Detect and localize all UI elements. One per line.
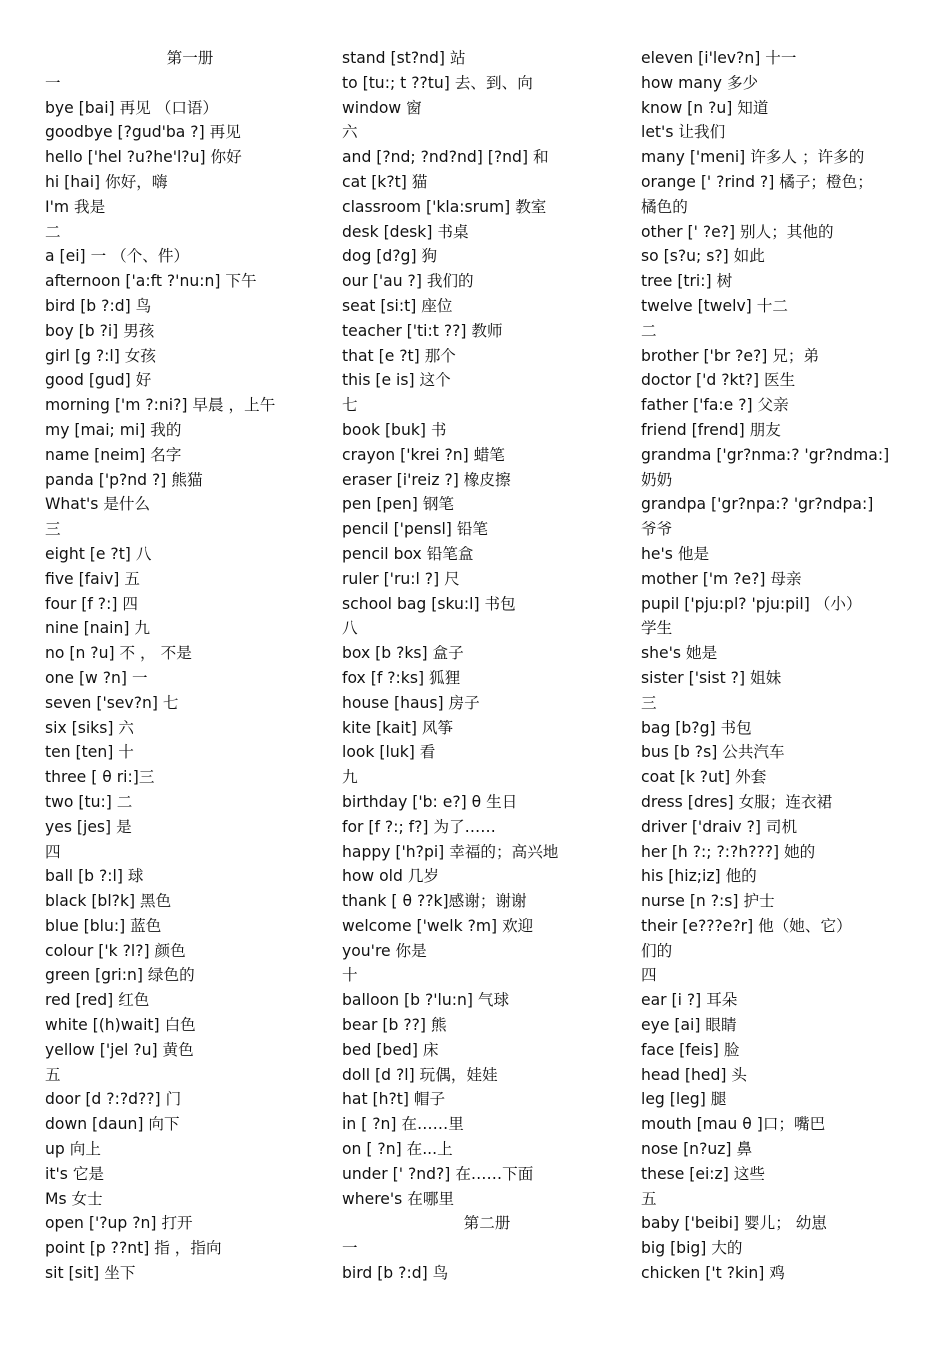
vocab-line: chicken ['t ?kin] 鸡 xyxy=(641,1264,785,1283)
vocab-line: look [luk] 看 xyxy=(342,743,436,762)
vocab-line: 四 xyxy=(45,842,61,861)
vocab-line: 二 xyxy=(641,321,657,340)
vocab-line: you're 你是 xyxy=(342,941,427,960)
vocab-line: eleven [i'lev?n] 十一 xyxy=(641,49,797,67)
vocab-line: door [d ?:?d??] 门 xyxy=(45,1090,182,1109)
vocab-line: twelve [twelv] 十二 xyxy=(641,296,788,315)
vocab-line: 二 xyxy=(45,222,61,241)
vocab-line: six [siks] 六 xyxy=(45,718,134,737)
vocab-line: their [e???e?r] 他（她、它） xyxy=(641,916,852,935)
vocab-line: three [ θ ri:]三 xyxy=(45,768,155,787)
vocab-line: one [w ?n] 一 xyxy=(45,668,148,687)
vocab-line: driver ['draiv ?] 司机 xyxy=(641,817,798,836)
vocab-line: orange [' ?rind ?] 橘子；橙色； xyxy=(641,172,873,191)
vocab-line: bye [bai] 再见 （口语） xyxy=(45,98,219,117)
vocab-line: Ms 女士 xyxy=(45,1189,103,1208)
vocab-line: girl [g ?:l] 女孩 xyxy=(45,346,156,365)
vocab-line: his [hiz;iz] 他的 xyxy=(641,867,757,886)
vocab-line: goodbye [?gud'ba ?] 再见 xyxy=(45,123,241,142)
vocab-line: down [daun] 向下 xyxy=(45,1115,180,1134)
vocab-line: eight [e ?t] 八 xyxy=(45,544,152,563)
vocab-line: I'm 我是 xyxy=(45,197,106,216)
vocab-line: fox [f ?:ks] 狐狸 xyxy=(342,668,461,687)
vocab-line: bed [bed] 床 xyxy=(342,1040,439,1059)
vocab-line: head [hed] 头 xyxy=(641,1065,747,1084)
vocab-line: up 向上 xyxy=(45,1140,101,1159)
vocab-line: sit [sit] 坐下 xyxy=(45,1264,136,1283)
vocab-line: green [gri:n] 绿色的 xyxy=(45,966,195,985)
vocab-line: pen [pen] 钢笔 xyxy=(342,495,455,514)
vocab-line: tree [tri:] 树 xyxy=(641,272,733,291)
vocab-line: pupil ['pju:pl? 'pju:pil] （小） xyxy=(641,594,862,613)
vocab-line: bus [b ?s] 公共汽车 xyxy=(641,743,785,762)
vocab-line: ear [i ?] 耳朵 xyxy=(641,991,738,1010)
vocab-line: red [red] 红色 xyxy=(45,991,150,1010)
vocab-line: cat [k?t] 猫 xyxy=(342,172,428,191)
vocab-line: brother ['br ?e?] 兄；弟 xyxy=(641,346,820,365)
vocab-line: she's 她是 xyxy=(641,644,718,663)
vocab-line: coat [k ?ut] 外套 xyxy=(641,768,767,787)
vocab-line: how many 多少 xyxy=(641,73,759,92)
vocab-line: thank [ θ ??k]感谢；谢谢 xyxy=(342,892,527,911)
vocab-line: many ['meni] 许多人 ；许多的 xyxy=(641,148,865,167)
vocab-line: our ['au ?] 我们的 xyxy=(342,272,474,291)
vocab-line: dog [d?g] 狗 xyxy=(342,247,438,266)
vocab-line: face [feis] 脸 xyxy=(641,1040,740,1059)
vocab-line: that [e ?t] 那个 xyxy=(342,346,456,365)
vocab-line: What's 是什么 xyxy=(45,495,151,514)
vocab-line: 一 xyxy=(342,1239,358,1258)
vocab-line: crayon ['krei ?n] 蜡笔 xyxy=(342,445,505,464)
vocab-line: yellow ['jel ?u] 黄色 xyxy=(45,1040,194,1059)
vocab-line: pencil ['pensl] 铅笔 xyxy=(342,520,489,539)
vocab-line: eye [ai] 眼睛 xyxy=(641,1016,737,1035)
vocab-line: ruler ['ru:l ?] 尺 xyxy=(342,569,460,588)
vocab-line: grandma ['gr?nma:? 'gr?ndma:] xyxy=(641,445,890,464)
vocab-line: panda ['p?nd ?] 熊猫 xyxy=(45,470,203,489)
vocab-line: 学生 xyxy=(641,619,673,638)
vocab-line: he's 他是 xyxy=(641,544,710,563)
vocab-line: friend [frend] 朋友 xyxy=(641,420,781,439)
vocab-line: 五 xyxy=(641,1189,657,1208)
vocab-line: kite [kait] 风筝 xyxy=(342,718,454,737)
vocab-line: balloon [b ?'lu:n] 气球 xyxy=(342,991,510,1010)
vocab-line: good [gud] 好 xyxy=(45,371,152,390)
vocab-line: 奶奶 xyxy=(641,470,673,489)
vocab-line: doll [d ?l] 玩偶，娃娃 xyxy=(342,1065,498,1084)
vocab-line: seat [si:t] 座位 xyxy=(342,296,453,315)
vocab-line: welcome ['welk ?m] 欢迎 xyxy=(342,916,534,935)
vocab-line: eraser [i'reiz ?] 橡皮擦 xyxy=(342,470,511,489)
vocab-line: grandpa ['gr?npa:? 'gr?ndpa:] xyxy=(641,495,874,514)
vocab-line: doctor ['d ?kt?] 医生 xyxy=(641,371,796,390)
column-1 xyxy=(45,46,335,1286)
vocab-line: hi [hai] 你好，嗨 xyxy=(45,172,168,191)
vocab-line: morning ['m ?:ni?] 早晨 ，上午 xyxy=(45,396,276,415)
vocab-line: it's 它是 xyxy=(45,1164,105,1183)
vocab-line: where's 在哪里 xyxy=(342,1189,455,1208)
vocab-line: and [?nd; ?nd?nd] [?nd] 和 xyxy=(342,148,549,167)
vocab-line: her [h ?:; ?:?h???] 她的 xyxy=(641,842,816,861)
vocab-line: open ['?up ?n] 打开 xyxy=(45,1214,193,1233)
vocab-line: birthday ['b: e?] θ 生日 xyxy=(342,792,518,811)
vocab-line: big [big] 大的 xyxy=(641,1239,743,1258)
vocab-line: 四 xyxy=(641,966,657,985)
vocab-line: a [ei] 一 （个、件） xyxy=(45,247,190,266)
vocab-line: father ['fa:e ?] 父亲 xyxy=(641,396,789,415)
vocab-line: baby ['beibi] 婴儿； 幼崽 xyxy=(641,1214,827,1233)
vocab-line: under [' ?nd?] 在……下面 xyxy=(342,1164,534,1183)
vocab-line: desk [desk] 书桌 xyxy=(342,222,469,241)
vocab-line: so [s?u; s?] 如此 xyxy=(641,247,765,266)
vocab-line: boy [b ?i] 男孩 xyxy=(45,321,155,340)
vocab-line: school bag [sku:l] 书包 xyxy=(342,594,516,613)
vocab-line: ten [ten] 十 xyxy=(45,743,134,762)
volume-heading: 第一册 xyxy=(166,49,214,67)
vocab-line: for [f ?:; f?] 为了…… xyxy=(342,817,496,836)
vocab-line: know [n ?u] 知道 xyxy=(641,98,769,117)
vocab-line: let's 让我们 xyxy=(641,123,726,142)
vocab-line: afternoon ['a:ft ?'nu:n] 下午 xyxy=(45,272,257,291)
vocab-line: dress [dres] 女服；连衣裙 xyxy=(641,792,833,811)
vocab-line: two [tu:] 二 xyxy=(45,792,133,811)
vocab-line: seven ['sev?n] 七 xyxy=(45,693,179,712)
vocab-line: blue [blu:] 蓝色 xyxy=(45,916,162,935)
column-2 xyxy=(342,46,632,1286)
vocab-line: pencil box 铅笔盒 xyxy=(342,544,474,563)
vocab-line: house [haus] 房子 xyxy=(342,693,480,712)
vocab-line: five [faiv] 五 xyxy=(45,569,140,588)
vocab-line: to [tu:; t ??tu] 去、到、向 xyxy=(342,73,533,92)
column-3 xyxy=(641,46,936,1286)
vocab-line: teacher ['ti:t ??] 教师 xyxy=(342,321,503,340)
vocab-line: on [ ?n] 在...上 xyxy=(342,1140,453,1159)
vocab-line: mouth [mau θ ]口；嘴巴 xyxy=(641,1115,826,1134)
vocab-line: box [b ?ks] 盒子 xyxy=(342,644,464,663)
vocab-line: name [neim] 名字 xyxy=(45,445,182,464)
vocab-line: sister ['sist ?] 姐妹 xyxy=(641,668,782,687)
vocab-line: leg [leg] 腿 xyxy=(641,1090,727,1109)
vocab-line: how old 几岁 xyxy=(342,867,440,886)
vocab-line: point [p ??nt] 指 ，指向 xyxy=(45,1239,222,1258)
vocab-line: this [e is] 这个 xyxy=(342,371,451,390)
vocab-line: mother ['m ?e?] 母亲 xyxy=(641,569,802,588)
vocab-line: bag [b?g] 书包 xyxy=(641,718,752,737)
vocab-line: bear [b ??] 熊 xyxy=(342,1016,447,1035)
vocab-line: black [bl?k] 黑色 xyxy=(45,892,172,911)
vocab-line: yes [jes] 是 xyxy=(45,817,132,836)
vocab-line: classroom ['kla:srum] 教室 xyxy=(342,197,547,216)
vocab-line: four [f ?:] 四 xyxy=(45,594,138,613)
vocab-line: 九 xyxy=(342,768,358,787)
vocab-line: in [ ?n] 在……里 xyxy=(342,1115,464,1134)
vocab-line: window 窗 xyxy=(342,98,422,117)
vocab-line: white [(h)wait] 白色 xyxy=(45,1016,196,1035)
vocab-line: nurse [n ?:s] 护士 xyxy=(641,892,775,911)
vocab-line: hello ['hel ?u?he'l?u] 你好 xyxy=(45,148,242,167)
vocab-line: stand [st?nd] 站 xyxy=(342,49,466,67)
vocab-line: 八 xyxy=(342,619,358,638)
vocab-line: bird [b ?:d] 鸟 xyxy=(45,296,152,315)
vocab-line: 三 xyxy=(641,693,657,712)
vocab-line: other [' ?e?] 别人；其他的 xyxy=(641,222,834,241)
vocab-line: 爷爷 xyxy=(641,520,673,539)
vocab-line: 七 xyxy=(342,396,358,415)
vocab-line: 五 xyxy=(45,1065,61,1084)
vocab-line: 三 xyxy=(45,520,61,539)
vocab-line: bird [b ?:d] 鸟 xyxy=(342,1264,449,1283)
vocab-line: colour ['k ?l?] 颜色 xyxy=(45,941,186,960)
vocab-line: hat [h?t] 帽子 xyxy=(342,1090,446,1109)
vocab-line: happy ['h?pi] 幸福的；高兴地 xyxy=(342,842,559,861)
vocab-line: 六 xyxy=(342,123,358,142)
vocab-line: 们的 xyxy=(641,941,673,960)
vocab-line: nose [n?uz] 鼻 xyxy=(641,1140,753,1159)
vocab-line: no [n ?u] 不 ， 不是 xyxy=(45,644,192,663)
vocab-line: ball [b ?:l] 球 xyxy=(45,867,144,886)
vocab-line: my [mai; mi] 我的 xyxy=(45,420,182,439)
vocab-line: book [buk] 书 xyxy=(342,420,447,439)
vocab-line: nine [nain] 九 xyxy=(45,619,151,638)
volume-heading: 第二册 xyxy=(463,1214,511,1233)
vocab-line: 一 xyxy=(45,73,61,92)
vocab-line: 十 xyxy=(342,966,358,985)
vocab-line: these [ei:z] 这些 xyxy=(641,1164,765,1183)
vocab-line: 橘色的 xyxy=(641,197,688,216)
